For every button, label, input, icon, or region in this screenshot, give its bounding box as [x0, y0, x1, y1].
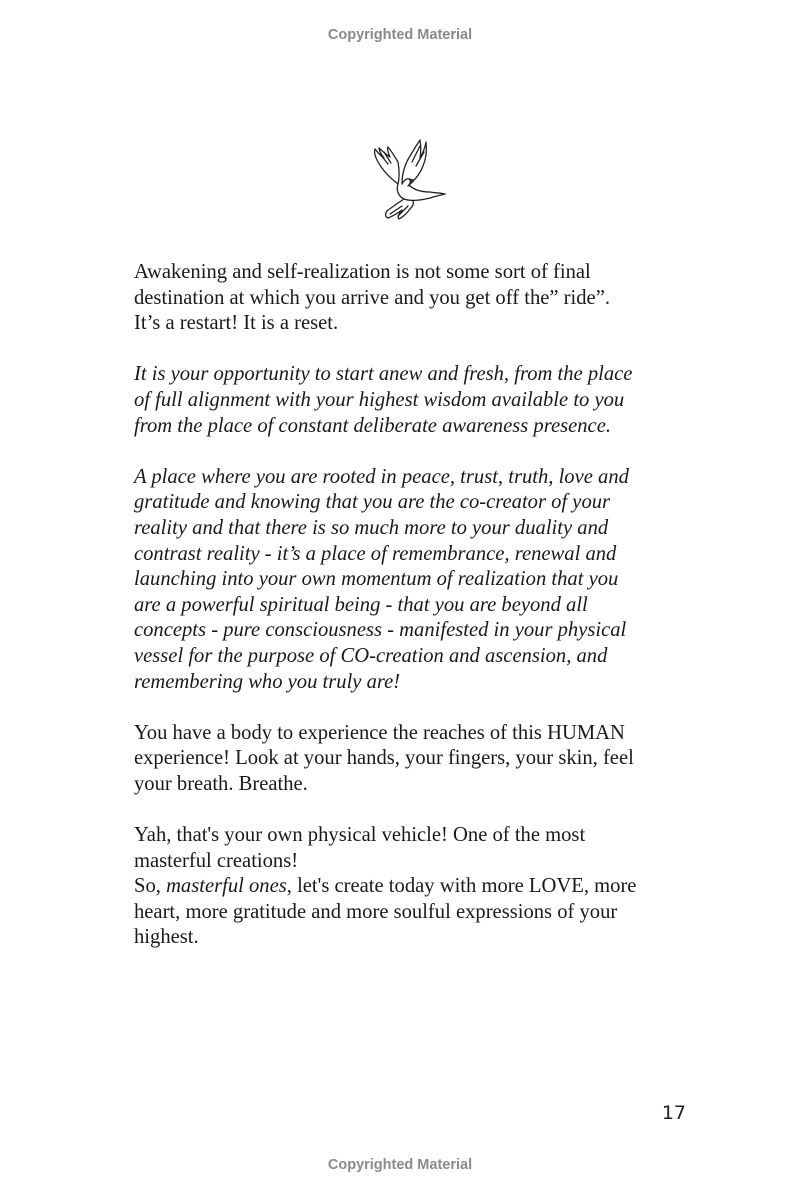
paragraph-5 [134, 823, 694, 951]
paragraph-2 [134, 362, 694, 439]
page-number: 17 [661, 1102, 686, 1124]
text-line: destination at which you arrive and you get off the” ride”. [134, 286, 610, 309]
text-line: Yah, that's your own physical vehicle! One of the most [134, 824, 586, 847]
text-line: gratitude and knowing that you are the co-creator of your [134, 491, 611, 514]
copyright-watermark-top: Copyrighted Material [327, 27, 473, 43]
text-line: You have a body to experience the reaches of this HUMAN [134, 721, 625, 744]
copyright-watermark-bottom: Copyrighted Material [327, 1157, 473, 1173]
page-body [134, 260, 694, 951]
paragraph-1 [134, 260, 694, 337]
text-line: reality and that there is so much more to your duality and [134, 516, 609, 539]
text-line: It is your opportunity to start anew and fresh, from the place [134, 363, 633, 386]
text-line: launching into your own momentum of realization that you [134, 568, 619, 591]
text-line: heart, more gratitude and more soulful expressions of your [134, 900, 618, 923]
text-line: of full alignment with your highest wisdom available to you [134, 388, 625, 411]
text-line: It’s a restart! It is a reset. [134, 312, 339, 335]
text-line: Awakening and self-realization is not some sort of final [134, 261, 591, 283]
emphasis-masterful-ones: masterful ones [166, 875, 287, 898]
text-line-end: , let's create today with more LOVE, more [286, 875, 637, 898]
text-line: contrast reality - it’s a place of remembrance, renewal and [134, 542, 617, 565]
text-line: masterful creations! [134, 849, 299, 872]
text-line: highest. [134, 926, 199, 949]
text-line: from the place of constant deliberate awareness presence. [134, 414, 611, 437]
text-line: remembering who you truly are! [134, 670, 401, 693]
text-line-start: So, [134, 875, 167, 898]
text-line: concepts - pure consciousness - manifested in your physical [134, 619, 627, 642]
text-line: are a powerful spiritual being - that you are beyond all [134, 593, 588, 616]
text-line: A place where you are rooted in peace, trust, truth, love and [134, 465, 629, 488]
paragraph-4 [134, 721, 694, 798]
paragraph-3 [134, 465, 694, 695]
text-line: vessel for the purpose of CO-creation and ascension, and [134, 644, 608, 667]
dove-icon [368, 132, 450, 226]
text-line: experience! Look at your hands, your fingers, your skin, feel [134, 747, 634, 770]
text-line: your breath. Breathe. [134, 772, 308, 795]
